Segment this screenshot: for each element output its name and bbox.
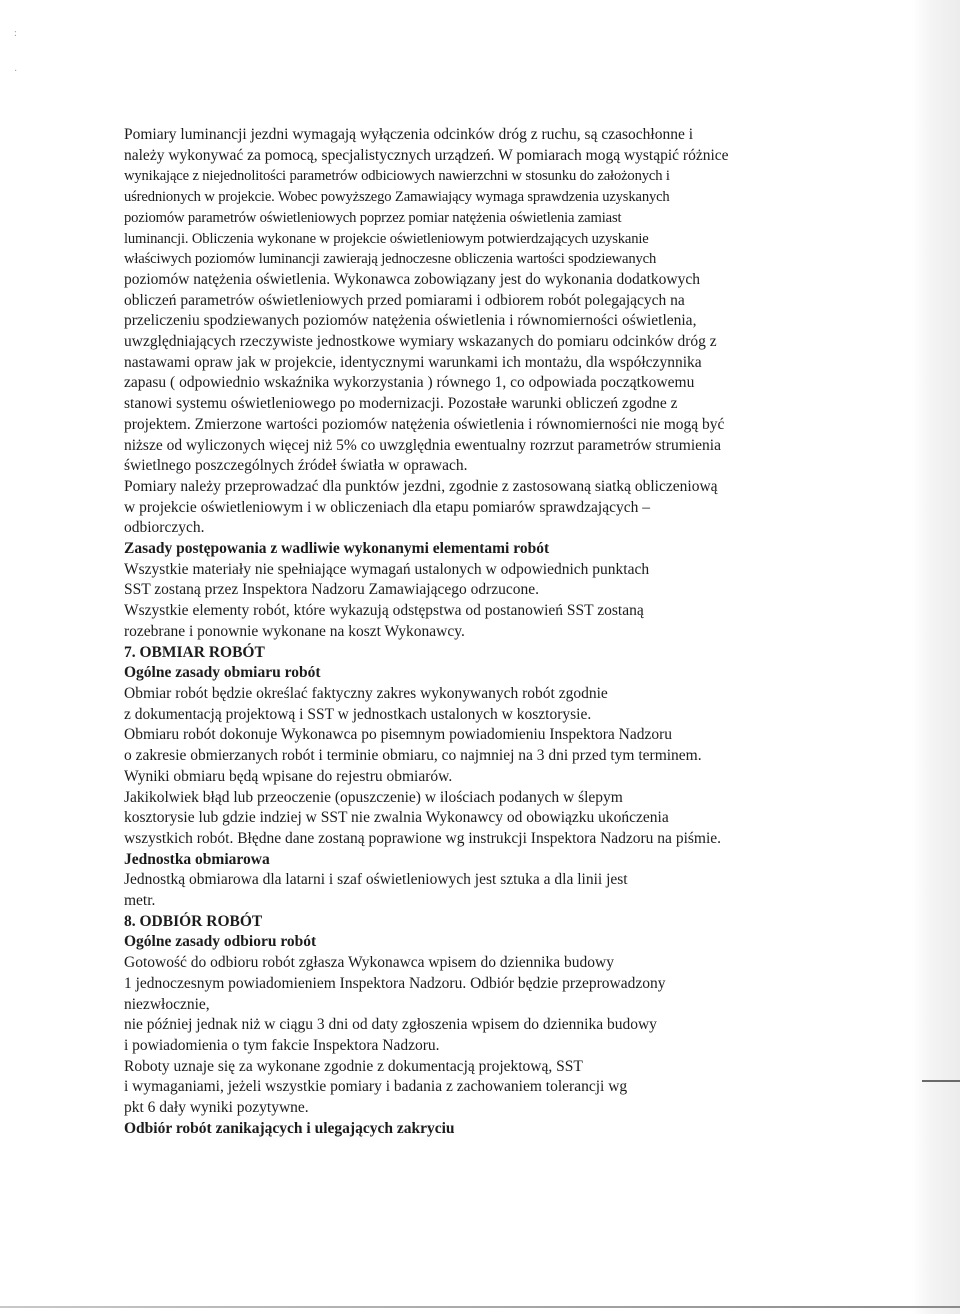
text-line: pkt 6 dały wyniki pozytywne. xyxy=(124,1099,309,1117)
section-heading: Zasady postępowania z wadliwie wykonanymi elementami robót xyxy=(124,540,550,558)
text-line: i powiadomienia o tym fakcie Inspektora Nadzoru. xyxy=(124,1036,440,1054)
text-line: Obmiaru robót dokonuje Wykonawca po pisemnym powiadomieniu Inspektora Nadzoru xyxy=(124,726,673,744)
text-line: poziomów natężenia oświetlenia. Wykonawca zobowiązany jest do wykonania dodatkowych xyxy=(124,270,700,288)
text-line: przeliczeniu spodziewanych poziomów natężenia oświetlenia i równomierności oświetlenia, xyxy=(124,312,697,330)
section-heading: 7. OBMIAR ROBÓT xyxy=(124,643,265,661)
text-line: należy wykonywać za pomocą, specjalistycznych urządzeń. W pomiarach mogą wystąpić różnice xyxy=(124,146,729,164)
text-line: SST zostaną przez Inspektora Nadzoru Zamawiającego odrzucone. xyxy=(124,581,540,599)
section-heading: Ogólne zasady odbioru robót xyxy=(124,933,317,951)
text-line: obliczeń parametrów oświetleniowych przed pomiarami i odbiorem robót polegających na xyxy=(124,291,685,309)
section-heading: Jednostka obmiarowa xyxy=(124,850,270,868)
scan-speck: · xyxy=(14,66,18,77)
text-line: świetlnego poszczególnych źródeł światła w oprawach. xyxy=(124,457,468,475)
text-line: odbiorczych. xyxy=(124,519,205,537)
text-line: Gotowość do odbioru robót zgłasza Wykonawca wpisem do dziennika budowy xyxy=(124,954,614,972)
scan-bottom-edge xyxy=(0,1306,960,1308)
text-line: Wyniki obmiaru będą wpisane do rejestru obmiarów. xyxy=(124,767,453,785)
section-heading: 8. ODBIÓR ROBÓT xyxy=(124,912,263,930)
text-line: uwzględniających rzeczywiste jednostkowe wymiary wskazanych do pomiaru odcinków dróg z xyxy=(124,333,717,351)
text-line: metr. xyxy=(124,892,156,910)
scan-speck: : xyxy=(14,28,17,39)
document-body xyxy=(124,125,804,1139)
text-line: projektem. Zmierzone wartości poziomów natężenia oświetlenia i równomierności nie mogą być xyxy=(124,415,725,433)
text-line: z dokumentacją projektową i SST w jednostkach ustalonych w kosztorysie. xyxy=(124,705,592,723)
text-line: nie później jednak niż w ciągu 3 dni od daty zgłoszenia wpisem do dziennika budowy xyxy=(124,1016,657,1034)
text-line: i wymaganiami, jeżeli wszystkie pomiary i badania z zachowaniem tolerancji wg xyxy=(124,1078,628,1096)
text-line: poziomów parametrów oświetleniowych poprzez pomiar natężenia oświetlenia zamiast xyxy=(124,209,622,226)
text-line: wszystkich robót. Błędne dane zostaną poprawione wg instrukcji Inspektora Nadzoru na piśmie. xyxy=(124,829,722,847)
text-line: właściwych poziomów luminancji zawierają jednoczesne obliczenia wartości spodziewanych xyxy=(124,251,657,268)
text-line: Jednostką obmiarowa dla latarni i szaf oświetleniowych jest sztuka a dla linii jest xyxy=(124,871,628,889)
text-line: zapasu ( odpowiednio wskaźnika wykorzystania ) równego 1, co odpowiada początkowemu xyxy=(124,374,695,392)
text-line: Pomiary luminancji jezdni wymagają wyłączenia odcinków dróg z ruchu, są czasochłonne i xyxy=(124,126,694,143)
text-line: uśrednionych w projekcie. Wobec powyższego Zamawiający wymaga sprawdzenia uzyskanych xyxy=(124,189,670,206)
text-line: rozebrane i ponownie wykonane na koszt Wykonawcy. xyxy=(124,622,465,640)
text-line: Pomiary należy przeprowadzać dla punktów jezdni, zgodnie z zastosowaną siatką obliczeniową xyxy=(124,477,718,495)
text-line: o zakresie obmierzanych robót i terminie obmiaru, co najmniej na 3 dni przed tym terminem. xyxy=(124,747,702,765)
text-line: Wszystkie materiały nie spełniające wymagań ustalonych w odpowiednich punktach xyxy=(124,560,650,578)
text-line: 1 jednoczesnym powiadomieniem Inspektora Nadzoru. Odbiór będzie przeprowadzony xyxy=(124,974,666,992)
text-line: w projekcie oświetleniowym i w obliczeniach dla etapu pomiarów sprawdzających – xyxy=(124,498,650,516)
section-heading: Ogólne zasady obmiaru robót xyxy=(124,664,321,682)
text-line: Jakikolwiek błąd lub przeoczenie (opuszczenie) w ilościach podanych w ślepym xyxy=(124,788,623,806)
text-line: stanowi systemu oświetleniowego po modernizacji. Pozostałe warunki obliczeń zgodne z xyxy=(124,395,678,413)
text-line: wynikające z niejednolitości parametrów odbiciowych nawierzchni w stosunku do założonych i xyxy=(124,168,670,185)
scan-artifact-line xyxy=(922,1080,960,1082)
section-heading: Odbiór robót zanikających i ulegających zakryciu xyxy=(124,1119,455,1137)
text-line: Wszystkie elementy robót, które wykazują odstępstwa od postanowień SST zostaną xyxy=(124,602,644,620)
text-line: kosztorysie lub gdzie indziej w SST nie zwalnia Wykonawcy od obowiązku ukończenia xyxy=(124,809,669,827)
scan-edge-shadow xyxy=(912,0,960,1314)
text-line: Obmiar robót będzie określać faktyczny zakres wykonywanych robót zgodnie xyxy=(124,684,608,702)
text-line: Roboty uznaje się za wykonane zgodnie z dokumentacją projektową, SST xyxy=(124,1057,583,1075)
text-line: luminancji. Obliczenia wykonane w projekcie oświetleniowym potwierdzających uzyskanie xyxy=(124,230,649,247)
text-line: niższe od wyliczonych więcej niż 5% co uwzględnia ewentualny rozrzut parametrów strumienia xyxy=(124,436,721,454)
text-line: niezwłocznie, xyxy=(124,995,210,1013)
text-line: nastawami opraw jak w projekcie, identycznymi warunkami ich montażu, dla współczynnika xyxy=(124,353,702,371)
